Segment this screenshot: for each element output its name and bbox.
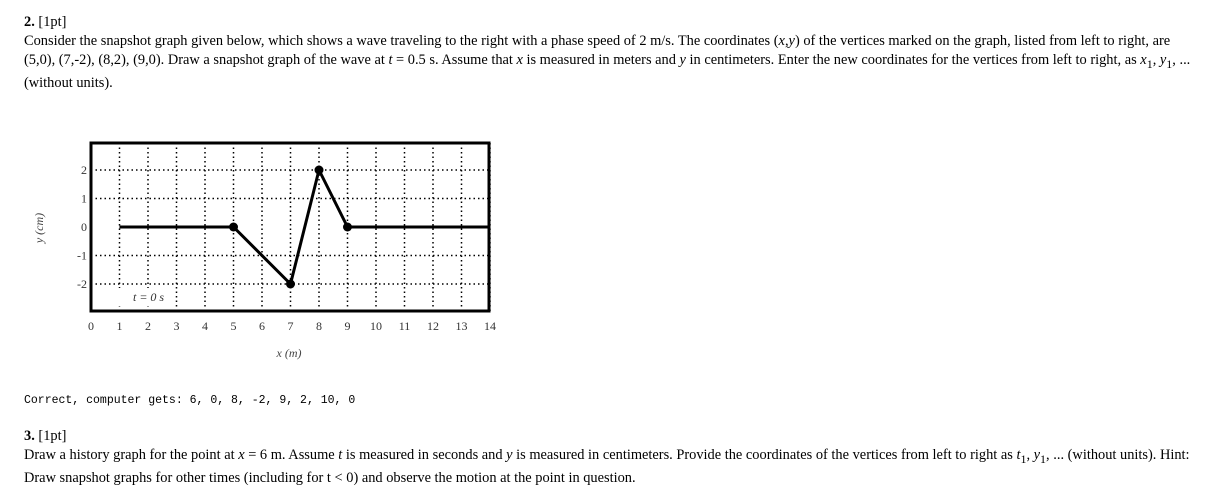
x1-subscript: 1 [1146,56,1153,71]
x-tick-label-10: 10 [370,319,382,333]
x-tick-label-12: 12 [427,319,439,333]
problem-3-text-b: . Assume [281,447,339,463]
y-tick-label--2: -2 [77,277,87,291]
problem-3-text-c: is measured in seconds and [342,447,507,463]
x1-variable: x [1140,52,1147,68]
y-axis-label: y (cm) [32,212,46,244]
x-tick-label-3: 3 [173,319,180,333]
snapshot-graph-svg [22,108,522,370]
y-variable: y [679,52,686,68]
coord-x: x [778,33,785,49]
t-variable: t [388,52,393,68]
t1-subscript: 1 [1020,451,1027,466]
y-tick-label-2: 2 [81,163,87,177]
x-tick-label-9: 9 [344,319,351,333]
x-equals: = 6 m [244,447,282,463]
t1-variable: t [1016,447,1021,463]
y1-subscript: 1 [1166,56,1173,71]
problem-3-text-e: , ... (without units). Hint: Draw snapshot graphs for other times (including for t < 0) and observe the motion at the point in question. [24,447,1190,486]
y1-variable: y [1033,447,1041,463]
problem-3-header [24,427,1199,446]
x-variable: x [238,447,245,463]
problem-2-header [24,13,1199,32]
time-label: t = 0 s [133,290,165,304]
vertex-point-3 [315,166,324,175]
y-tick-label--1: -1 [77,248,87,263]
vertex-point-4 [343,223,352,232]
x-axis-label: x (m) [276,346,302,360]
problem-2-number: 2. [24,14,35,30]
problem-3-text [24,446,1199,488]
problem-2-text-e: in centimeters. Enter the new coordinates for the vertices from left to right, as [685,52,1141,68]
problem-3 [24,427,1199,488]
y-tick-label-1: 1 [81,191,87,206]
x-tick-label-6: 6 [259,319,265,333]
problem-2-text-a: Consider the snapshot graph given below, which shows a wave traveling to the right with a phase speed of 2 m/s. The coordinates ( [24,33,779,49]
wave-line [120,166,491,289]
x-tick-label-2: 2 [145,319,151,333]
x-tick-label-8: 8 [316,319,322,333]
x-variable: x [516,52,523,68]
problem-2 [24,13,1199,93]
x-tick-label-13: 13 [455,319,468,333]
answer-feedback: Correct, computer gets: 6, 0, 8, -2, 9, 2, 10, 0 [24,394,356,407]
t-equals: = 0.5 s [392,52,435,68]
y1-subscript: 1 [1040,451,1047,466]
problem-3-text-a: Draw a history graph for the point at [24,447,239,463]
problem-2-points: [1pt] [38,14,67,30]
problem-2-text-b: ) of the vertices marked on the graph, listed from left to right, are (5,0), (7,-2), (8,2), (9,0). Draw a snapshot graph of the wave at [24,33,1171,68]
x-tick-label-14: 14 [484,319,496,333]
x-tick-label-4: 4 [202,319,208,333]
problem-3-points: [1pt] [38,428,67,444]
problem-3-text-d: is measured in centimeters. Provide the coordinates of the vertices from left to right as [512,447,1017,463]
y-variable: y [506,447,513,463]
x-tick-label-11: 11 [398,319,411,333]
x-tick-label-7: 7 [287,319,294,333]
snapshot-graph [22,108,522,370]
problem-3-number: 3. [24,428,35,444]
problem-2-text-f: , ... (without units). [24,52,1191,91]
y-tick-label-0: 0 [81,220,87,234]
t-variable: t [338,447,343,463]
x-tick-label-0: 0 [88,319,94,333]
coord-y: y [788,33,795,49]
problem-2-text [24,32,1199,93]
y1-variable: y [1159,52,1167,68]
x-tick-label-1: 1 [116,319,123,333]
problem-2-text-c: . Assume that [434,52,517,68]
vertex-point-1 [229,223,238,232]
wave-polyline [120,170,491,284]
comma: , [1026,447,1034,463]
coord-sep: , [784,33,789,49]
vertex-point-2 [286,280,295,289]
problem-2-text-d: is measured in meters and [522,52,680,68]
x-tick-label-5: 5 [230,319,237,333]
comma: , [1152,52,1160,68]
